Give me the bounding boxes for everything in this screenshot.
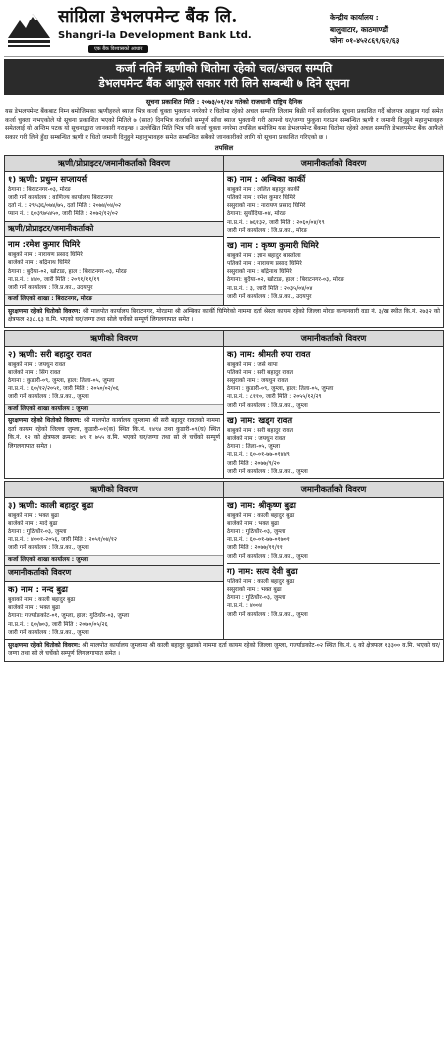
guarantor-line: बाबुको नाम : जसे थापा <box>227 361 278 368</box>
guarantor-line: ठेगाना: सुर्योदिया-०४, मोरङ <box>227 211 286 218</box>
proprietor-title: ऋणी/प्रोप्राइटर/जमानीकर्ताको <box>5 221 223 238</box>
guarantor-3b-name: ख) नाम: श्रीकृष्ण बुढा <box>227 499 296 510</box>
proprietor-line: ना.प्र.नं. : ४४०, जारी मिति : २०९१/११/१९ <box>8 276 100 283</box>
section-2-head-left: ऋणीको विवरण <box>5 331 224 347</box>
schedule-label: तपसिल <box>214 144 234 153</box>
guarantor-line: जारी गर्ने कार्यालय : जि.प्र.का., जुम्ला <box>8 629 89 636</box>
section-3-head-left: ऋणीको विवरण <box>5 482 224 498</box>
guarantor-line: जारी गर्ने कार्यालय : जि.प्र.का., जुम्ला <box>227 402 308 409</box>
guarantor-line: ना.प्र.नं. : ३, जारी मिति : २०३५/०४/०४ <box>227 285 313 292</box>
section-1-head-right: जमानीकर्ताको विवरण <box>224 156 443 172</box>
guarantor-line: बाजेको नाम : जयधुन रावत <box>227 436 286 443</box>
collateral-note-2 <box>5 414 223 453</box>
bank-names <box>54 3 326 56</box>
guarantor-line: जारी गर्ने कार्यालय : जि.प्र.का., मोरङ <box>227 227 308 234</box>
guarantor-line: ठेगाना: बुदैया-०२, खोटाङ, हाल : बिराटनगर-०३, मोरङ <box>227 277 345 284</box>
loan-branch: कर्जा लिएको शाखा कार्यालय : जुम्ला <box>5 555 223 566</box>
borrower-2-line: बाजेको नाम : सिंग रावत <box>8 370 61 377</box>
guarantor-line: ना.प्र.नं. : ४००४ <box>227 603 263 610</box>
guarantor-line: जारी मिति : २०७७/११/११ <box>227 545 283 552</box>
guarantor-line: बाबुको नाम : ज्ञान बहादुर बास्तोला <box>227 253 301 259</box>
collateral-label: सुरक्षणमा रहेको धितोको विवरण: <box>8 417 82 425</box>
guarantor-3a-name: क) नाम : नन्द बुढा <box>8 583 68 594</box>
section-2-table <box>4 330 444 479</box>
guarantor-line: जारी गर्ने कार्यालय : जि.प्र.का., उदयपुर <box>227 293 312 300</box>
published-date: सूचना प्रकाशित मिति : २०७३/०१/२४ गतेको राजधानी राष्ट्रिय दैनिक <box>145 97 303 106</box>
collateral-label: सुरक्षणमा रहेको धितोको विवरण: <box>8 641 81 649</box>
guarantor-line: ठेगाना: गर्ज्याङकोट-०१, जुम्ला, हाल: गुठिचौर-०३, जुम्ला <box>8 613 130 620</box>
proprietor-line: बाबुको नाम : नारायण प्रसाद घिमिरे <box>8 252 83 259</box>
guarantor-line: जारी गर्ने कार्यालय : जि.प्र.का., जुम्ला <box>227 553 308 560</box>
collateral-text: श्री मालपोत कार्यालय जुम्लामा श्री काली बहादुर बुढाको नाममा दर्ता कायम रहेको जिल्ला जुम्ला, गर्ज्याङकोट-०२ स्थित कि.नं. ६ को क्षेत्रफल १३३०० व.मि. भएको घर/जग्गा तथा सो ले चर्चेको सम्पूर्ण लिगलगापात समेत । <box>8 641 440 658</box>
guarantor-line: ससुराको नाम : जयधुन रावत <box>227 378 288 385</box>
guarantor-line: पतिको नाम : सरी बहादुर रावत <box>227 370 293 377</box>
guarantor-line: ससुराको नाम : नारायण प्रसाद घिमिरे <box>227 203 306 210</box>
guarantor-3c-name: ग) नाम: सत्य देवी बुढा <box>227 563 440 577</box>
borrower-1-line: जारी गर्ने कार्यालय : वाणिज्य कार्यालय बिराटनगर <box>8 195 113 202</box>
guarantor-line: ना.प्र.नं. : ६०-०१-७७-०१७०१ <box>227 537 290 544</box>
guarantor-2a-name: क) नाम: श्रीमती रुपा रावत <box>227 348 311 359</box>
section-1-head-left: ऋणी/प्रोप्राइटर/जमानीकर्ताको विवरण <box>5 156 224 172</box>
collateral-note-1 <box>5 305 443 327</box>
section-2-right <box>224 347 443 478</box>
guarantor-line: जारी गर्ने कार्यालय : जि.प्र.का., जुम्ला <box>227 468 308 475</box>
collateral-text: श्री मालपोत कार्यालय बिराटनगर, मोरङमा श्री अम्बिका कार्की घिमिरेको नाममा दर्ता श्रेस्ता कायम रहेको जिल्ला मोरङ कन्चनवारी वडा नं. ३/ख स्थीत कि.नं. २७३२ को क्षेत्रफल २३८.६३ व.मि. भएको घर/जग्गा तथा सोले चर्चेको सम्पूर्ण लिगलगापात समेत । <box>8 307 440 324</box>
guarantor-line: बाबुको नाम : सरी बहादुर रावत <box>227 427 294 434</box>
loan-branch: कर्जा लिएको शाखा : बिराटनगर, मोरङ <box>5 294 223 305</box>
section-3-right <box>224 498 443 639</box>
guarantor-2b-name: ख) नाम: खड्ग रावत <box>227 412 440 426</box>
guarantor-line: बुवाको नाम : काली बहादुर बुढा <box>8 597 76 604</box>
title-banner <box>4 59 444 95</box>
guarantor-line: ससुराको नाम : बद्रिनाथ घिमिरे <box>227 269 292 276</box>
guarantor-line: ठेगाना : तिला-०५, जुम्ला <box>227 444 281 451</box>
guarantor-line: ठेगाना : कुडारी-०९, जुम्ला, हाल: तिला-०५, जुम्ला <box>227 386 334 393</box>
bank-tagline: एक बैंक विश्वासको आधार <box>88 45 148 54</box>
section-1-table <box>4 155 444 328</box>
guarantor-line: बाबुको नाम : ललित बहादुर कार्की <box>227 186 300 193</box>
borrower-1-line: प्यान नं. : ६०३९७५४५०, जारी मिति : २०७२/१२/०२ <box>8 211 118 218</box>
section-3-left <box>5 498 224 639</box>
borrower-3-line: ना.प्र.नं. : ४००१-२०५६, जारी मिति : २०५१/०४/१२ <box>8 537 117 544</box>
borrower-2-line: ठेगाना : कुडारी-०९, जुम्ला, हाल: तिला-०५, जुम्ला <box>8 378 115 385</box>
borrower-2-line: बाबुको नाम : जयधुन रावत <box>8 361 66 368</box>
collateral-note-3 <box>5 639 443 661</box>
bank-name-nepali: सांग्रिला डेभलपमेन्ट बैंक लि. <box>58 6 238 27</box>
borrower-3-line: बाजेको नाम : मादे बुढा <box>8 521 58 528</box>
guarantor-line: पतिको नाम : रमेश कुमार घिमिरे <box>227 195 296 202</box>
guarantor-line: जारी गर्ने कार्यालय : जि.प्र.का., जुम्ला <box>227 611 308 618</box>
loan-branch: कर्जा लिएको शाखा कार्यालय : जुम्ला <box>5 404 223 415</box>
borrower-3-line: बाबुको नाम : भक्त बुढा <box>8 512 59 519</box>
collateral-text: श्री मालपोत कार्यालय जुम्लामा श्री सरी बहादुर रावतको नाममा दर्ता कायम रहेको जिल्ला जुम्ला, कुडारी-०१(क) स्थित कि.नं. १४९४ तथा कुडारी-०९(घ) स्थित कि.नं. १२ को क्षेत्रफल क्रमश: ७९ र ७५५ व.मि. भएको घर/जग्गा तथा सो ले चर्चेको सम्पूर्ण लिगलगापात समेत । <box>8 417 220 450</box>
guarantor-line: ठेगाना : गुठिचौर-०३, जुम्ला <box>227 529 286 536</box>
proprietor-line: बाजेको नाम : बद्रिनाथ घिमिरे <box>8 260 71 267</box>
guarantor-line: बाजेको नाम : भक्त बुढा <box>8 605 60 612</box>
guarantor-line: बाबुको नाम : काली बहादुर बुढा <box>227 512 295 519</box>
guarantor-1a-name: क) नाम : अम्बिका कार्की <box>227 173 306 184</box>
borrower-2-line: ना.प्र.नं. : ६०/१२/२०५१, जारी मिति : २०५०/०२/०६ <box>8 386 119 393</box>
office-label: केन्द्रीय कार्यालय : <box>330 13 379 23</box>
guarantor-line: ठेगाना : गुठिचौर-०३, जुम्ला <box>227 595 286 602</box>
header <box>4 3 444 57</box>
title-line-2: डेभलपमेन्ट बैंक आफूले सकार गरी लिने सम्बन्धी ७ दिने सूचना <box>98 76 350 90</box>
head-office <box>326 3 444 56</box>
guarantor-line: जारी मिति : २०७७/९/२० <box>227 460 280 467</box>
section-2-left <box>5 347 224 478</box>
guarantor-line: ना.प्र.नं. : ७६१३२, जारी मिति : २०६०/०४/१९ <box>227 219 325 226</box>
borrower-1-line: ठेगाना : बिराटनगर-०३, मोरङ <box>8 186 71 193</box>
borrower-3-line: ठेगाना : गुठिचौर-०३, जुम्ला <box>8 529 67 536</box>
borrower-2-line: जारी गर्ने कार्यालय : जि.प्र.का., जुम्ला <box>8 394 89 401</box>
section-1-right <box>224 172 443 305</box>
bank-name-english: Shangri-la Development Bank Ltd. <box>58 30 252 42</box>
office-phone: फोनः ०१-४५२८६९/६२/६३ <box>330 36 400 46</box>
bank-logo-icon <box>4 3 54 56</box>
guarantor-line: ना.प्र.नं. : ८११०, जारी मिति : २०५५/१२/२९ <box>227 394 322 401</box>
guarantor-1b-name: ख) नाम : कृष्ण कुमारी घिमिरे <box>227 237 440 251</box>
guarantor-line: बाजेको नाम : भक्त बुढा <box>227 521 279 528</box>
title-line-1: कर्जा नतिर्ने ऋणीको धितोमा रहेको चल/अचल सम्पति <box>115 62 333 75</box>
intro-paragraph: यस डेभलपमेन्ट बैंकबाट निम्न बमोजिमका ऋणीहरुले ब्याज भित्र कर्जा चुक्ता भुक्तान नगरेको र धितोमा रहेको अचल सम्पत्ति लिलाम बिक्री गर्ने सार्वजनिक सूचना प्रकाशित गर्दै बोलपत्र आह्वान गर्दा समेत कर्जा चुक्ता नभएकोले यो सूचना प्रकाशित भएको मितिले ७ (सात) दिनभित्र कर्जाको सम्पूर्ण साँवा ब्याज भुक्तानी गरी आफ्नो घर/जग्गा फुकुवा गराउन सम्बन्धित ऋणी र जमानी दिनुहुने महानुभावहरु समेतलाई यो अन्तिम पटक यो सूचनाद्वारा जानकारी गराइन्छ । उल्लेखित मिति भित्र पनि कर्जा चुक्ता नगरेमा तपसिल बमोजिम यस डेभलपमेन्ट बैंकमा धितोमा रहेको अचल सम्पत्ति डेभलपमेन्ट बैंक आफैले सकार गरी लिने हुँदा सम्बन्धित ऋणी र धितो जमानी दिनुहुने महानुभावहरु समेत सम्बन्धित सबैको जानकारीको लागि यो सूचना प्रकाशित गरिएको छ । <box>5 108 443 141</box>
guarantor-line: ससुराको नाम : भक्त बुढा <box>227 587 282 594</box>
proprietor-line: ठेगाना : बुदैया-०२, खोटाङ, हाल : बिराटनगर-०३, मोरङ <box>8 268 127 275</box>
section-3-table <box>4 481 444 662</box>
proprietor-line: जारी गर्ने कार्यालय : जि.प्र.का., उदयपुर <box>8 284 93 291</box>
borrower-1-line: दर्ता नं. : २९५३६/०७४/७५, दर्ता मिति : २०७४/०४/०२ <box>8 203 122 210</box>
section-3-head-right: जमानीकर्ताको विवरण <box>224 482 443 498</box>
guarantor-line: ना.प्र.नं. : ६०/७०३, जारी मिति : २०७०/०५/२६ <box>8 621 108 628</box>
section-1-left <box>5 172 224 305</box>
borrower-1-name: १) ऋणी: प्रधुम्न सप्लायर्स <box>8 173 88 184</box>
proprietor-name: नाम :रमेश कुमार घिमिरे <box>8 239 81 250</box>
office-address: बालुवाटार, काठमाण्डौं <box>330 24 389 34</box>
guarantor-line: पतिको नाम : नारायण प्रसाद घिमिरे <box>227 261 302 268</box>
borrower-3-name: ३) ऋणी: काली बहादुर बुढा <box>8 499 94 510</box>
borrower-2-name: २) ऋणी: सरी बहादुर रावत <box>8 348 92 359</box>
section-2-head-right: जमानीकर्ताको विवरण <box>224 331 443 347</box>
borrower-3-line: जारी गर्ने कार्यालय : जि.प्र.का., जुम्ला <box>8 545 89 552</box>
guarantor-title: जमानीकर्ताको विवरण <box>5 565 223 582</box>
guarantor-line: ना.प्र.नं. : ६०-०१-७७-०१४४९ <box>227 452 290 459</box>
guarantor-line: पतिको नाम : काली बहादुर बुढा <box>227 578 295 585</box>
collateral-label: सुरक्षणमा रहेको धितोको विवरण: <box>8 307 81 315</box>
